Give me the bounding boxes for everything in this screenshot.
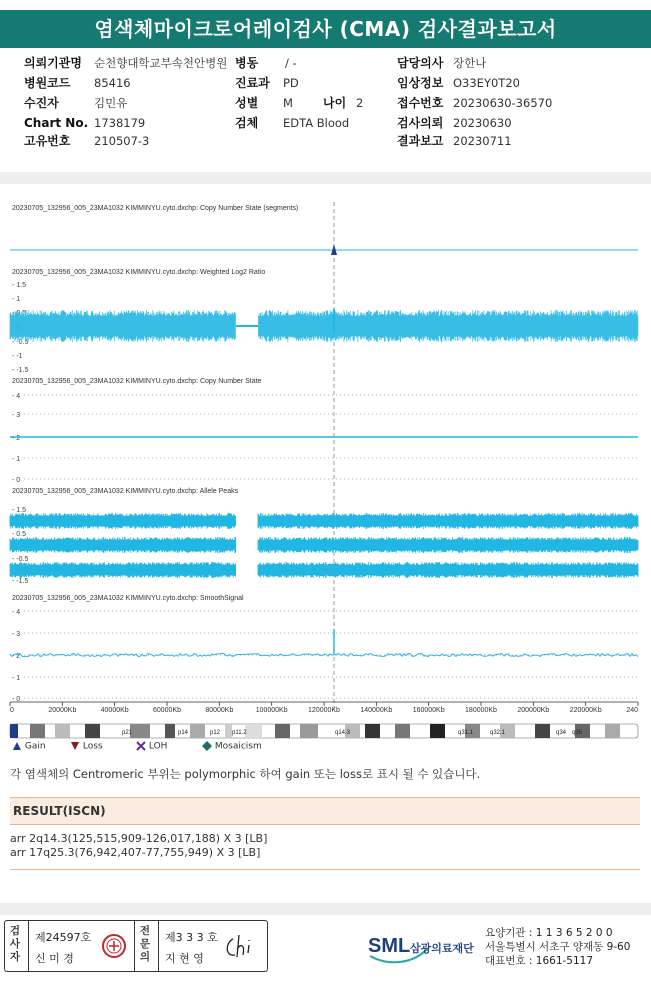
request-label: 검사의뢰 [397, 116, 444, 130]
specialist-license-no: 제3 3 3 호 [165, 931, 218, 944]
x-tick-label: 180000Kb [465, 707, 497, 714]
footer-line-3: 대표번호 : 1661-5117 [485, 955, 594, 967]
x-tick-label: 200000Kb [517, 707, 550, 714]
x-tick-label: 60000Kb [152, 707, 182, 714]
ideogram-band [275, 724, 290, 738]
doctor-value: 장한나 [453, 56, 487, 70]
allele-band-0 [10, 513, 638, 529]
smooth-tick-label: - 4 [12, 609, 21, 616]
tester-license-no: 제24597호 [35, 931, 92, 944]
x-tick-label: 240 [626, 707, 638, 714]
ideogram-band [395, 724, 410, 738]
ideogram-band-label: q34 [556, 730, 567, 736]
code-value: 85416 [94, 76, 131, 90]
gain-triangle-icon [12, 741, 22, 751]
ideogram-band [605, 724, 620, 738]
report-value: 20230711 [453, 134, 512, 148]
centromere-note: 각 염색체의 Centromeric 부위는 polymorphic 하여 gain 또는 loss로 표시 될 수 있습니다. [10, 767, 481, 781]
specialist-name: 지 현 영 [165, 952, 204, 965]
ideogram-band [300, 724, 318, 738]
ideogram-band [245, 724, 262, 738]
cn-tick-label: - 2 [12, 435, 21, 442]
plot-title-smooth-signal: 20230705_132956_005_23MA1032 KIMMINYU.cyto.dxchp: SmoothSignal [12, 595, 244, 602]
ideogram-band [30, 724, 45, 738]
result-divider [10, 869, 640, 870]
divider-band [0, 172, 651, 184]
result-list [10, 832, 267, 860]
x-tick-label: 40000Kb [100, 707, 129, 714]
plot-title-copy-number: 20230705_132956_005_23MA1032 KIMMINYU.cyto.dxchp: Copy Number State [12, 378, 262, 385]
smooth-tick-label: - 2 [12, 653, 21, 660]
allele-tick-label: - 1 [12, 519, 21, 526]
ideogram-band-label: q35 [572, 730, 583, 736]
footer-contact [485, 926, 630, 968]
sml-logo-icon [368, 926, 480, 968]
x-tick-label: 120000Kb [308, 707, 340, 714]
ideogram-band [165, 724, 175, 738]
allele-tick-label: - 0.5 [12, 531, 27, 538]
report-title: 염색체마이크로어레이검사 (CMA) 검사결과보고서 [94, 17, 557, 41]
allele-tick-label: - -1 [12, 568, 23, 575]
ideogram-band-label: q31.1 [458, 730, 474, 736]
x-tick-label: 140000Kb [360, 707, 393, 714]
plot-title-segments: 20230705_132956_005_23MA1032 KIMMINYU.cyto.dxchp: Copy Number State (segments) [12, 205, 299, 212]
patient-value: 김민유 [94, 96, 128, 110]
clinical-label: 임상정보 [397, 76, 444, 90]
result-line-2: arr 17q25.3(76,942,407-77,755,949) X 3 [LB] [10, 846, 261, 859]
ward-label: 병동 [235, 56, 259, 70]
tester-seal-icon [101, 933, 127, 959]
cn-tick-label: - 3 [12, 412, 21, 419]
legend-gain [12, 741, 46, 752]
loss-triangle-icon [70, 741, 80, 751]
doctor-label: 담당의사 [397, 56, 444, 70]
receipt-label: 접수번호 [397, 96, 444, 110]
legend-loh [136, 741, 167, 752]
ideogram-band-label: p11.2 [232, 730, 247, 736]
log2-tick-label: - -0.5 [12, 339, 29, 346]
x-tick-label: 100000Kb [255, 707, 288, 714]
report-header [0, 10, 651, 48]
dept-value: PD [283, 76, 299, 90]
request-value: 20230630 [453, 116, 512, 130]
age-value: 2 [356, 96, 364, 110]
allele-band-1 [10, 537, 638, 553]
plot-title-log2: 20230705_132956_005_23MA1032 KIMMINYU.cyto.dxchp: Weighted Log2 Ratio [12, 269, 266, 276]
specialist-info-cell [159, 921, 267, 971]
tester-label: 검 사 자 [9, 925, 21, 963]
sex-label: 성별 [235, 96, 259, 110]
dept-label: 진료과 [235, 76, 270, 90]
result-line-1: arr 2q14.3(125,515,909-126,017,188) X 3 [LB] [10, 832, 268, 845]
specimen-label: 검체 [235, 116, 259, 130]
x-tick-label: 0 [10, 707, 14, 714]
log2-tick-label: - 1.5 [12, 282, 27, 289]
tester-label-cell [5, 921, 29, 971]
clinical-value: O33EY0T20 [453, 76, 520, 90]
ideogram-band-label: p21 [122, 730, 133, 736]
ideogram-band [190, 724, 205, 738]
patient-label: 수진자 [24, 96, 59, 110]
hospital-value: 순천향대학교부속천안병원 [94, 56, 228, 70]
signature-box [4, 920, 268, 972]
result-header [10, 797, 640, 825]
log2-tick-label: - -1.5 [12, 367, 29, 374]
sex-value: M [283, 96, 293, 110]
receipt-value: 20230630-36570 [453, 96, 553, 110]
smooth-tick-label: - 1 [12, 675, 21, 682]
hospital-label: 의뢰기관명 [24, 56, 82, 70]
log2-tick-label: - 0 [12, 324, 21, 331]
cma-plot-area [0, 184, 651, 744]
ideogram-band [535, 724, 550, 738]
x-tick-label: 220000Kb [569, 707, 602, 714]
footer-band [0, 903, 651, 915]
ideogram-band-label: p12 [210, 730, 221, 736]
cma-plot-svg [0, 184, 651, 744]
log2-tick-label: - -1 [12, 353, 23, 360]
tester-info-cell [29, 921, 135, 971]
specimen-value: EDTA Blood [283, 116, 350, 130]
ideogram-band-label: q32.1 [490, 730, 506, 736]
sml-logo-text: SML [368, 935, 411, 957]
log2-ratio-scatter [10, 310, 638, 342]
specialist-label: 전 문 의 [139, 925, 151, 963]
report-label: 결과보고 [397, 134, 444, 148]
x-tick-label: 80000Kb [205, 707, 234, 714]
ideogram-band-label: q14.3 [335, 730, 351, 736]
result-title: RESULT(ISCN) [13, 804, 106, 818]
age-label: 나이 [323, 96, 347, 110]
allele-tick-label: - -0.5 [12, 556, 29, 563]
ideogram-band [55, 724, 70, 738]
footer-line-2: 서울특별시 서초구 양재동 9-60 [485, 941, 631, 953]
unique-value: 210507-3 [94, 134, 150, 148]
legend-loss [70, 741, 103, 752]
log2-tick-label: - 0.5 [12, 310, 27, 317]
smooth-tick-label: - 0 [12, 696, 21, 703]
legend-gain-label: Gain [24, 741, 46, 752]
chart-value: 1738179 [94, 116, 146, 130]
ideogram-band [85, 724, 100, 738]
cn-tick-label: - 4 [12, 393, 21, 400]
log2-tick-label: - 1 [12, 296, 21, 303]
cn-tick-label: - 1 [12, 456, 21, 463]
patient-info-section [0, 52, 651, 170]
specialist-signature-icon [223, 931, 263, 963]
sml-org-name: 삼광의료재단 [410, 942, 474, 955]
tester-name: 신 미 경 [35, 952, 74, 965]
allele-band-2 [10, 562, 638, 578]
x-tick-label: 160000Kb [412, 707, 445, 714]
ward-value: / - [285, 56, 297, 70]
cn-tick-label: - 0 [12, 477, 21, 484]
unique-label: 고유번호 [24, 134, 71, 148]
legend-mosaicism-label: Mosaicism [214, 741, 262, 752]
ideogram-band [225, 724, 232, 738]
specialist-label-cell [135, 921, 159, 971]
smooth-tick-label: - 3 [12, 631, 21, 638]
allele-tick-label: - -1.5 [12, 578, 29, 585]
legend-loh-label: LOH [148, 741, 168, 752]
ideogram-band [365, 724, 380, 738]
loh-cross-icon [136, 741, 146, 751]
legend-mosaicism [202, 741, 262, 752]
allele-tick-label: - 0 [12, 543, 21, 550]
footer-line-1: 요양기관 : 1 1 3 6 5 2 0 0 [485, 927, 613, 939]
plot-title-allele-peaks: 20230705_132956_005_23MA1032 KIMMINYU.cyto.dxchp: Allele Peaks [12, 488, 239, 495]
mosaic-diamond-icon [202, 741, 212, 751]
allele-tick-label: - 1.5 [12, 507, 27, 514]
code-label: 병원코드 [24, 76, 71, 90]
ideogram-band [430, 724, 445, 738]
x-tick-label: 20000Kb [48, 707, 77, 714]
ideogram-band [130, 724, 150, 738]
ideogram-band [10, 724, 18, 738]
sml-logo [368, 926, 480, 972]
chart-label: Chart No. [24, 116, 89, 130]
ideogram-band-label: p14 [178, 730, 189, 736]
legend-loss-label: Loss [82, 741, 103, 752]
